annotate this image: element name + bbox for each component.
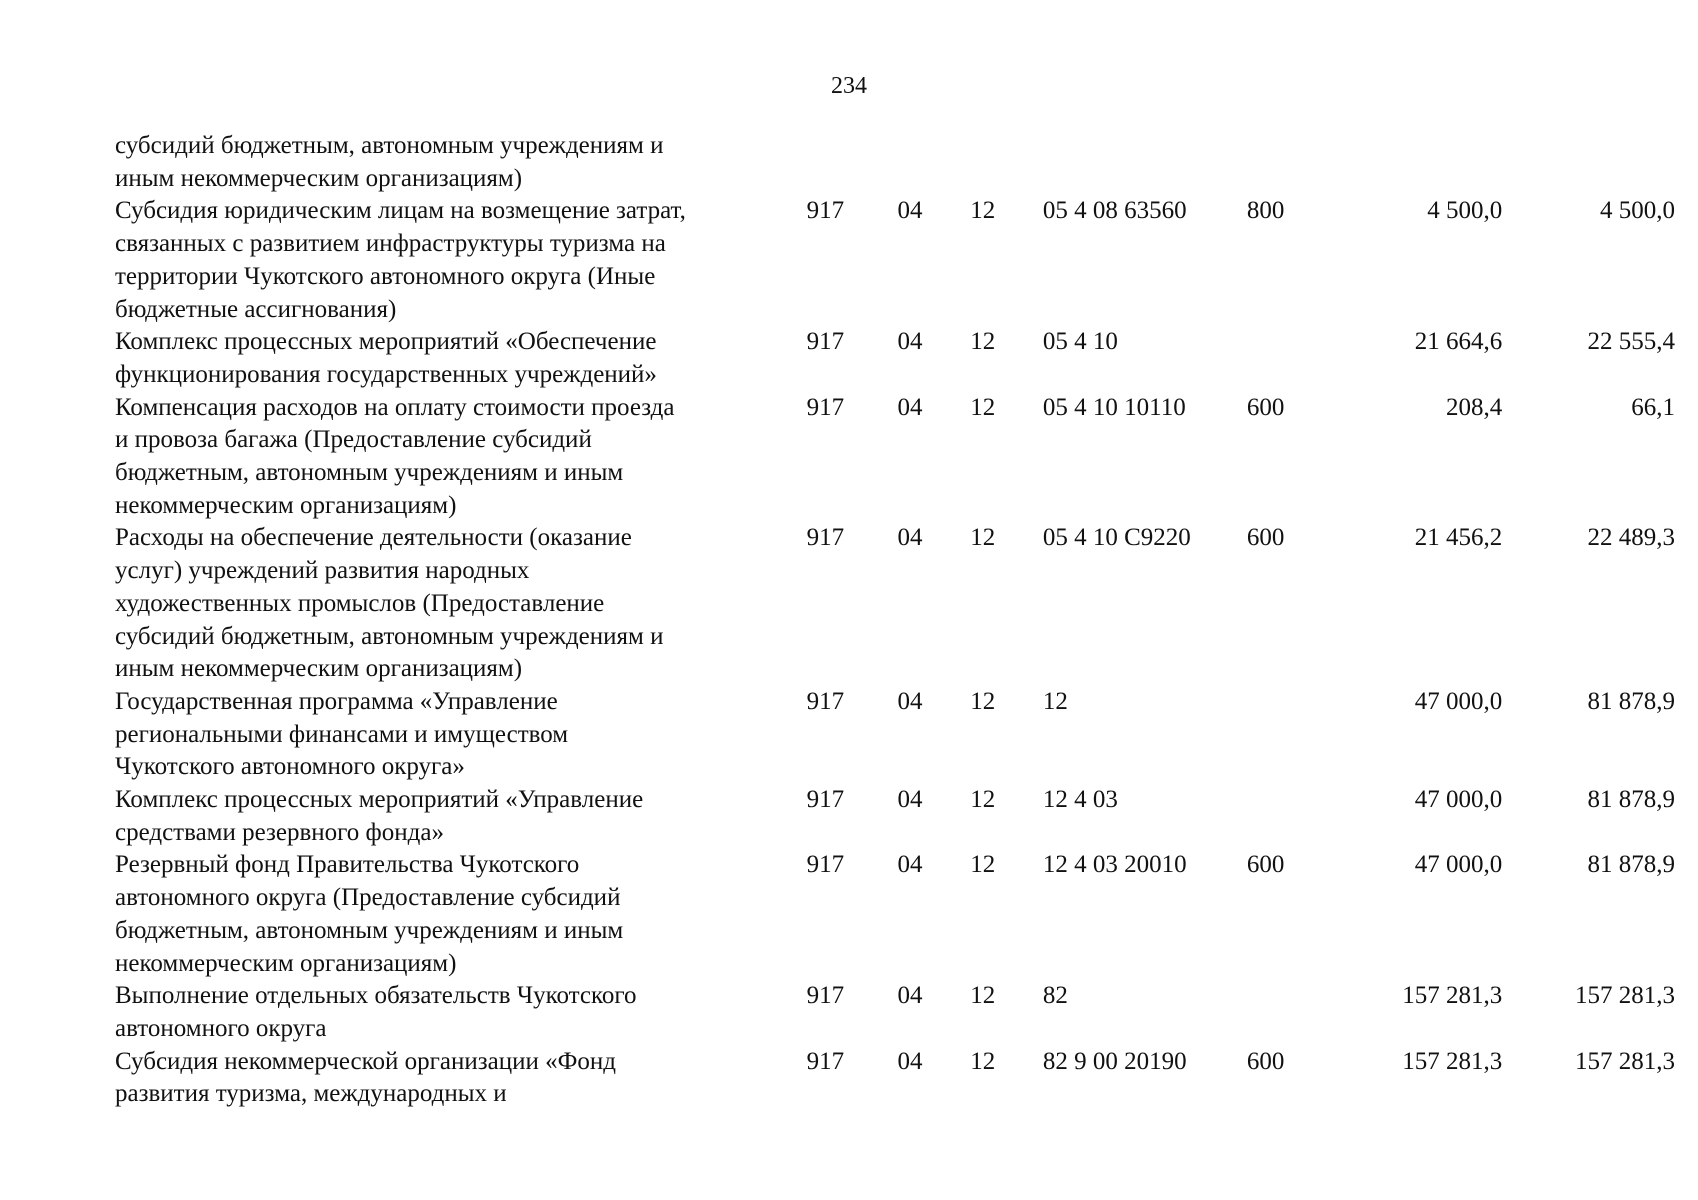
table-row [115,326,1675,391]
item-name-line: художественных промыслов (Предоставление [115,589,605,617]
amount-year1-cell: 47 000,0 [1414,786,1503,814]
subsection-code-cell: 12 [970,687,996,715]
grbs-code-cell: 917 [806,524,845,552]
item-name-cell [115,522,807,686]
section-code-cell: 04 [897,1047,923,1075]
amount-year2-cell: 22 555,4 [1587,328,1675,356]
amount-year2-cell [1502,130,1675,195]
item-name-cell [115,130,807,195]
item-name-line: автономного округа [115,1014,327,1042]
table-row [115,686,1675,784]
item-name-cell [115,392,807,523]
item-name-line: субсидий бюджетным, автономным учреждениям и [115,622,664,650]
item-name-line: функционирования государственных учреждений» [115,360,657,388]
amount-year1-cell: 208,4 [1446,393,1503,421]
item-name-line: услуг) учреждений развития народных [115,557,530,585]
grbs-code-cell [807,130,898,195]
grbs-code-cell: 917 [806,1047,845,1075]
section-code-cell: 04 [897,328,923,356]
table-body [115,130,1675,1111]
table-row [115,1046,1675,1111]
subsection-code-cell: 12 [970,1047,996,1075]
expense-type-code-cell [1247,980,1338,1045]
amount-year2-cell: 81 878,9 [1587,687,1675,715]
grbs-code-cell: 917 [806,328,845,356]
item-name-cell [115,849,807,980]
target-article-code-cell: 12 [1042,687,1068,715]
section-code-cell: 04 [897,851,923,879]
item-name-line: региональными финансами и имуществом [115,720,569,748]
item-name-line: Государственная программа «Управление [115,687,558,715]
section-code-cell [898,130,971,195]
item-name-line: бюджетным, автономным учреждениям и иным [115,459,624,487]
amount-year1-cell: 157 281,3 [1402,1047,1503,1075]
grbs-code-cell: 917 [806,393,845,421]
amount-year2-cell: 157 281,3 [1575,982,1675,1010]
expense-type-code-cell [1247,686,1338,784]
section-code-cell: 04 [897,524,923,552]
subsection-code-cell: 12 [970,524,996,552]
section-code-cell: 04 [897,786,923,814]
table-row [115,522,1675,686]
section-code-cell: 04 [897,687,923,715]
item-name-line: развития туризма, международных и [115,1080,507,1108]
table-row [115,195,1675,326]
item-name-line: бюджетным, автономным учреждениям и иным [115,916,624,944]
grbs-code-cell: 917 [806,786,845,814]
item-name-cell [115,980,807,1045]
subsection-code-cell: 12 [970,328,996,356]
amount-year2-cell: 157 281,3 [1575,1047,1675,1075]
item-name-line: некоммерческим организациям) [115,949,457,977]
item-name-line: Расходы на обеспечение деятельности (оказание [115,524,632,552]
table-row [115,130,1675,195]
grbs-code-cell: 917 [806,197,845,225]
item-name-cell [115,1046,807,1111]
amount-year1-cell [1338,130,1503,195]
table-row [115,980,1675,1045]
subsection-code-cell [970,130,1043,195]
target-article-code-cell: 82 [1042,982,1068,1010]
target-article-code-cell: 05 4 10 С9220 [1042,524,1191,552]
amount-year1-cell: 21 456,2 [1414,524,1503,552]
item-name-line: иным некоммерческим организациям) [115,164,523,192]
expense-type-code-cell: 600 [1246,1047,1285,1075]
item-name-cell [115,686,807,784]
item-name-line: территории Чукотского автономного округа (Иные [115,262,656,290]
budget-table [115,130,1675,1111]
item-name-line: Субсидия юридическим лицам на возмещение затрат, [115,197,686,225]
amount-year1-cell: 47 000,0 [1414,687,1503,715]
expense-type-code-cell: 800 [1246,197,1285,225]
target-article-code-cell: 12 4 03 20010 [1042,851,1187,879]
amount-year1-cell: 157 281,3 [1402,982,1503,1010]
target-article-code-cell [1043,130,1247,195]
item-name-line: некоммерческим организациям) [115,491,457,519]
amount-year2-cell: 81 878,9 [1587,786,1675,814]
expense-type-code-cell: 600 [1246,851,1285,879]
grbs-code-cell: 917 [806,851,845,879]
item-name-line: Компенсация расходов на оплату стоимости проезда [115,393,675,421]
target-article-code-cell: 05 4 08 63560 [1042,197,1187,225]
table-row [115,392,1675,523]
item-name-line: Субсидия некоммерческой организации «Фонд [115,1047,616,1075]
section-code-cell: 04 [897,197,923,225]
table-row [115,849,1675,980]
item-name-line: автономного округа (Предоставление субсидий [115,884,621,912]
item-name-cell [115,326,807,391]
amount-year2-cell: 4 500,0 [1600,197,1675,225]
amount-year2-cell: 81 878,9 [1587,851,1675,879]
expense-type-code-cell: 600 [1246,524,1285,552]
item-name-line: субсидий бюджетным, автономным учреждениям и [115,132,664,159]
target-article-code-cell: 05 4 10 [1042,328,1118,356]
section-code-cell: 04 [897,982,923,1010]
target-article-code-cell: 12 4 03 [1042,786,1118,814]
amount-year2-cell: 66,1 [1631,393,1675,421]
target-article-code-cell: 82 9 00 20190 [1042,1047,1187,1075]
item-name-line: иным некоммерческим организациям) [115,655,523,683]
item-name-cell [115,195,807,326]
item-name-line: бюджетные ассигнования) [115,295,397,323]
expense-type-code-cell: 600 [1246,393,1285,421]
subsection-code-cell: 12 [970,982,996,1010]
grbs-code-cell: 917 [806,982,845,1010]
item-name-cell [115,784,807,849]
target-article-code-cell: 05 4 10 10110 [1042,393,1186,421]
amount-year1-cell: 21 664,6 [1414,328,1503,356]
subsection-code-cell: 12 [970,393,996,421]
item-name-line: средствами резервного фонда» [115,818,444,846]
expense-type-code-cell [1247,130,1338,195]
item-name-line: Выполнение отдельных обязательств Чукотского [115,982,637,1010]
section-code-cell: 04 [897,393,923,421]
page-number: 234 [831,73,867,99]
subsection-code-cell: 12 [970,851,996,879]
amount-year2-cell: 22 489,3 [1587,524,1675,552]
expense-type-code-cell [1247,784,1338,849]
item-name-line: Комплекс процессных мероприятий «Обеспечение [115,328,657,356]
subsection-code-cell: 12 [970,197,996,225]
grbs-code-cell: 917 [806,687,845,715]
item-name-line: связанных с развитием инфраструктуры туризма на [115,230,666,258]
item-name-line: Чукотского автономного округа» [115,753,465,781]
amount-year1-cell: 47 000,0 [1414,851,1503,879]
expense-type-code-cell [1247,326,1338,391]
subsection-code-cell: 12 [970,786,996,814]
item-name-line: Резервный фонд Правительства Чукотского [115,851,580,879]
table-row [115,784,1675,849]
item-name-line: и провоза багажа (Предоставление субсидий [115,426,592,454]
item-name-line: Комплекс процессных мероприятий «Управление [115,786,644,814]
amount-year1-cell: 4 500,0 [1427,197,1503,225]
